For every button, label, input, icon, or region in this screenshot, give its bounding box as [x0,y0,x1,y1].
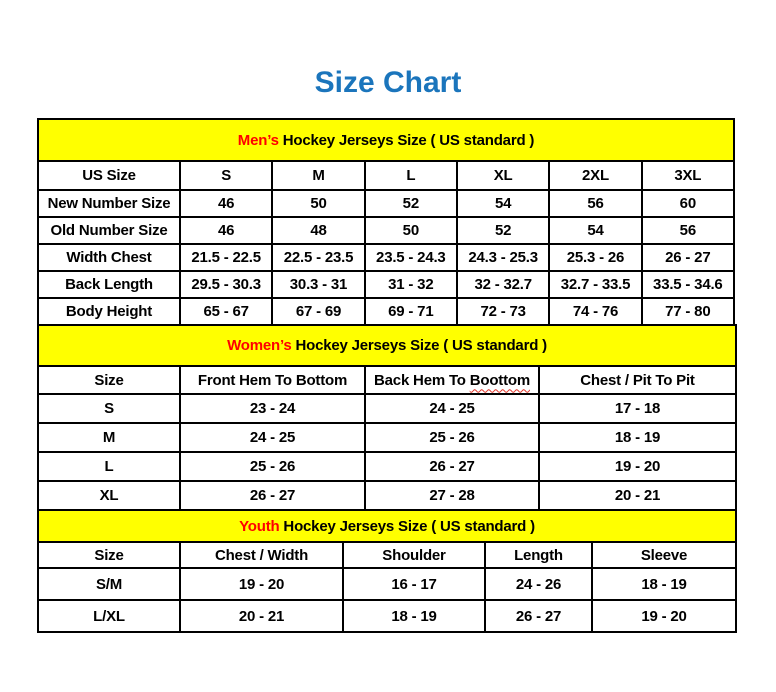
data-cell: 24 - 25 [365,394,539,423]
row-label: Back Length [38,271,180,298]
row-label: L/XL [38,600,180,632]
data-cell: 26 - 27 [365,452,539,481]
mens-band-row [38,119,734,161]
data-cell: 19 - 20 [180,568,343,600]
data-cell: 50 [272,190,364,217]
size-tables-container [37,118,735,633]
table-row [38,423,736,452]
table-row [38,568,736,600]
data-cell: 56 [549,190,641,217]
data-cell: 24 - 26 [485,568,592,600]
mens-band-text: Hockey Jerseys Size ( US standard ) [278,131,535,149]
data-cell: 46 [180,190,272,217]
row-label: Width Chest [38,244,180,271]
data-cell: 77 - 80 [642,298,734,325]
column-header: Length [485,542,592,568]
data-cell: 20 - 21 [180,600,343,632]
column-header: L [365,161,457,190]
column-header: XL [457,161,549,190]
data-cell: 33.5 - 34.6 [642,271,734,298]
data-cell: 17 - 18 [539,394,736,423]
row-label: M [38,423,180,452]
column-header: S [180,161,272,190]
data-cell: 26 - 27 [642,244,734,271]
data-cell: 52 [365,190,457,217]
data-cell: 60 [642,190,734,217]
data-cell: 27 - 28 [365,481,539,510]
row-label: L [38,452,180,481]
row-label: New Number Size [38,190,180,217]
data-cell: 25 - 26 [365,423,539,452]
row-label: S [38,394,180,423]
table-row [38,244,734,271]
data-cell: 26 - 27 [485,600,592,632]
data-cell: 32.7 - 33.5 [549,271,641,298]
youth-band-highlight: Youth [239,517,280,535]
column-header: Size [38,542,180,568]
misspelled-word: Boottom [469,371,530,389]
data-cell: 48 [272,217,364,244]
column-header: 3XL [642,161,734,190]
data-cell: 16 - 17 [343,568,485,600]
womens-band-row [38,325,736,366]
data-cell: 20 - 21 [539,481,736,510]
column-header: Front Hem To Bottom [180,366,365,394]
column-header [365,366,539,394]
data-cell: 54 [549,217,641,244]
header-text: Back Hem To [374,371,470,389]
row-label: Old Number Size [38,217,180,244]
data-cell: 18 - 19 [592,568,736,600]
data-cell: 72 - 73 [457,298,549,325]
data-cell: 25 - 26 [180,452,365,481]
data-cell: 56 [642,217,734,244]
data-cell: 69 - 71 [365,298,457,325]
table-row [38,600,736,632]
data-cell: 74 - 76 [549,298,641,325]
mens-header-row [38,161,734,190]
column-header: Chest / Pit To Pit [539,366,736,394]
column-header: Sleeve [592,542,736,568]
data-cell: 31 - 32 [365,271,457,298]
mens-section-title [38,119,734,161]
table-row [38,271,734,298]
youth-section-title [38,510,736,542]
data-cell: 52 [457,217,549,244]
womens-band-text: Hockey Jerseys Size ( US standard ) [291,337,547,354]
column-header: M [272,161,364,190]
data-cell: 29.5 - 30.3 [180,271,272,298]
youth-band-row [38,510,736,542]
table-row [38,394,736,423]
table-row [38,481,736,510]
column-header: 2XL [549,161,641,190]
data-cell: 18 - 19 [539,423,736,452]
page-title: Size Chart [314,66,462,99]
table-row [38,217,734,244]
table-row [38,298,734,325]
column-header: Chest / Width [180,542,343,568]
data-cell: 24 - 25 [180,423,365,452]
data-cell: 19 - 20 [539,452,736,481]
data-cell: 67 - 69 [272,298,364,325]
youth-band-text: Hockey Jerseys Size ( US standard ) [279,517,535,535]
data-cell: 65 - 67 [180,298,272,325]
data-cell: 25.3 - 26 [549,244,641,271]
mens-band-highlight: Men’s [237,131,279,149]
column-header: US Size [38,161,180,190]
row-label: Body Height [38,298,180,325]
data-cell: 54 [457,190,549,217]
data-cell: 24.3 - 25.3 [457,244,549,271]
column-header: Shoulder [343,542,485,568]
womens-band-highlight: Women’s [227,337,292,354]
womens-header-row [38,366,736,394]
data-cell: 23 - 24 [180,394,365,423]
youth-size-table [37,509,737,633]
data-cell: 26 - 27 [180,481,365,510]
mens-size-table [37,118,735,326]
data-cell: 22.5 - 23.5 [272,244,364,271]
womens-section-title [38,325,736,366]
table-row [38,190,734,217]
data-cell: 50 [365,217,457,244]
row-label: S/M [38,568,180,600]
data-cell: 18 - 19 [343,600,485,632]
data-cell: 30.3 - 31 [272,271,364,298]
data-cell: 46 [180,217,272,244]
data-cell: 23.5 - 24.3 [365,244,457,271]
data-cell: 19 - 20 [592,600,736,632]
table-row [38,452,736,481]
row-label: XL [38,481,180,510]
data-cell: 32 - 32.7 [457,271,549,298]
womens-size-table [37,324,737,511]
youth-header-row [38,542,736,568]
data-cell: 21.5 - 22.5 [180,244,272,271]
column-header: Size [38,366,180,394]
